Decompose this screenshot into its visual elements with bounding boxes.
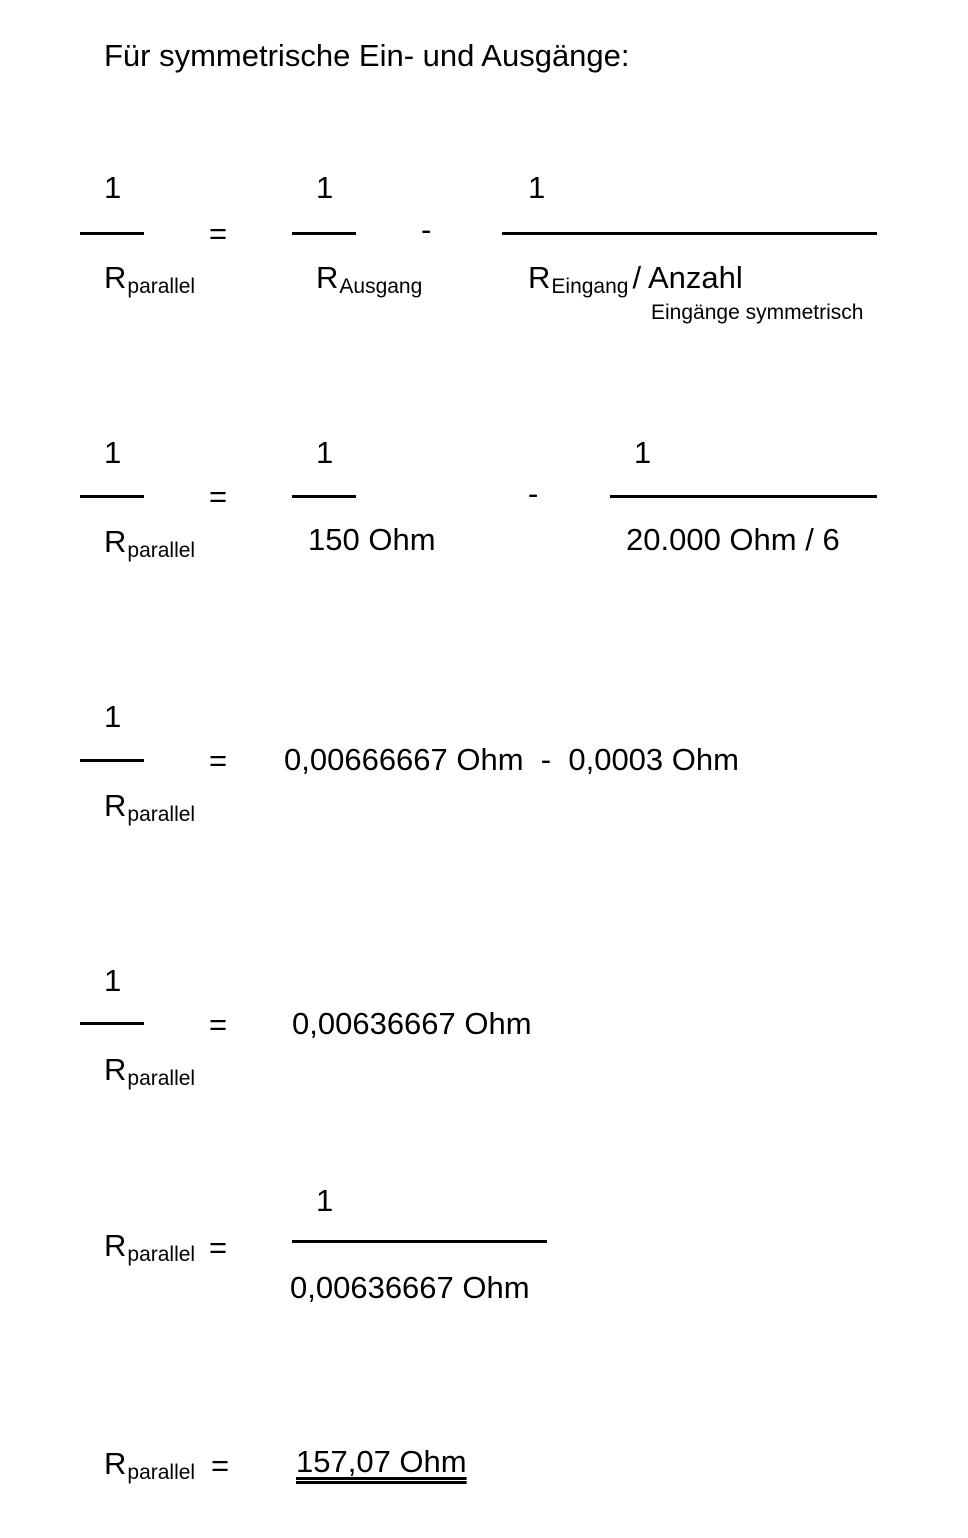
fraction-bar: [80, 495, 144, 498]
r-ausgang: RAusgang: [316, 260, 423, 298]
numerator: 1: [528, 170, 546, 205]
numerator: 1: [104, 699, 122, 734]
fraction-bar: [80, 232, 144, 235]
denominator-ausgang: 150 Ohm: [308, 522, 436, 557]
minus-sign: -: [421, 212, 432, 247]
fraction-bar: [80, 759, 144, 762]
fraction-bar: [292, 1240, 547, 1243]
fraction-bar: [80, 1022, 144, 1025]
equals-sign: =: [211, 1448, 230, 1483]
r-eingang-durch-anzahl: REingang / Anzahl: [528, 260, 743, 298]
numerator: 1: [316, 1183, 334, 1218]
anzahl-subscript: Eingänge symmetrisch: [651, 301, 864, 324]
numerator: 1: [104, 435, 122, 470]
difference-value: 0,00636667 Ohm: [292, 1006, 532, 1041]
numerator: 1: [634, 435, 652, 470]
page-heading: Für symmetrische Ein- und Ausgänge:: [104, 38, 630, 73]
r-parallel: Rparallel: [104, 788, 196, 826]
equals-sign: =: [209, 743, 228, 778]
numerator: 1: [104, 963, 122, 998]
result-value: 157,07 Ohm: [296, 1444, 467, 1479]
r-parallel: Rparallel: [104, 1446, 196, 1484]
fraction-bar: [610, 495, 877, 498]
numerator: 1: [316, 170, 334, 205]
r-parallel: Rparallel: [104, 1052, 196, 1090]
difference-expression: 0,00666667 Ohm - 0,0003 Ohm: [284, 742, 739, 777]
equals-sign: =: [209, 479, 228, 514]
r-parallel: Rparallel: [104, 1228, 196, 1266]
r-parallel: Rparallel: [104, 260, 196, 298]
denominator: 0,00636667 Ohm: [290, 1270, 530, 1305]
fraction-bar: [502, 232, 877, 235]
denominator-eingang: 20.000 Ohm / 6: [626, 522, 840, 557]
numerator: 1: [104, 170, 122, 205]
numerator: 1: [316, 435, 334, 470]
equals-sign: =: [209, 216, 228, 251]
fraction-bar: [292, 495, 356, 498]
r-parallel: Rparallel: [104, 524, 196, 562]
fraction-bar: [292, 232, 356, 235]
equals-sign: =: [209, 1007, 228, 1042]
minus-sign: -: [528, 476, 539, 511]
equals-sign: =: [209, 1230, 228, 1265]
